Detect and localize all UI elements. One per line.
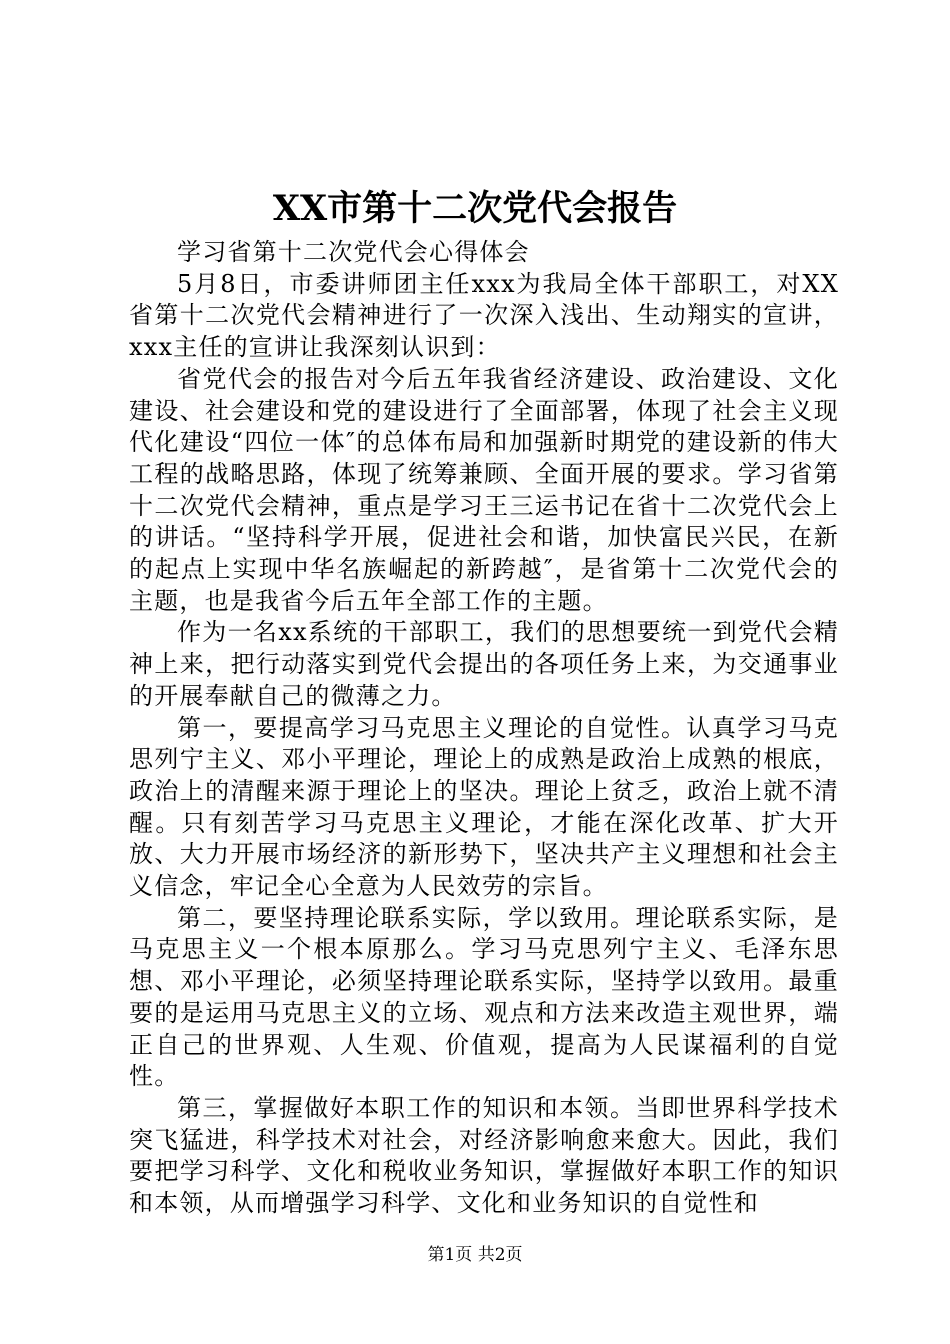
body-paragraph: 作为一名xx系统的干部职工，我们的思想要统一到党代会精神上来，把行动落实到党代会提出的各项任务上来，为交通事业的开展奉献自己的微薄之力。 bbox=[129, 618, 839, 710]
subtitle-paragraph: 学习省第十二次党代会心得体会 bbox=[177, 238, 530, 266]
body-paragraph: 第二，要坚持理论联系实际，学以致用。理论联系实际，是马克思主义一个根本原那么。学习马克思列宁主义、毛泽东思想、邓小平理论，必须坚持理论联系实际，坚持学以致用。最重要的是运用马克思主义的立场、观点和方法来改造主观世界，端正自己的世界观、人生观、价值观，提高为人民谋福利的自觉性。 bbox=[129, 903, 839, 1091]
body-paragraph: 第三，掌握做好本职工作的知识和本领。当即世界科学技术突飞猛进，科学技术对社会，对经济影响愈来愈大。因此，我们要把学习科学、文化和税收业务知识，掌握做好本职工作的知识和本领，从而增强学习科学、文化和业务知识的自觉性和 bbox=[129, 1093, 839, 1218]
body-paragraph: 省党代会的报告对今后五年我省经济建设、政治建设、文化建设、社会建设和党的建设进行了全面部署，体现了社会主义现代化建设“四位一体″的总体布局和加强新时期党的建设新的伟大工程的战略思路，体现了统筹兼顾、全面开展的要求。学习省第十二次党代会精神，重点是学习王三运书记在省十二次党代会上的讲话。“坚持科学开展，促进社会和谐，加快富民兴民，在新的起点上实现中华名族崛起的新跨越″，是省第十二次党代会的主题，也是我省今后五年全部工作的主题。 bbox=[129, 364, 839, 615]
page-footer: 第1页 共2页 bbox=[427, 1245, 523, 1265]
document-body bbox=[129, 237, 839, 1220]
document-title: XX市第十二次党代会报告 bbox=[272, 188, 678, 229]
body-paragraph: 第一，要提高学习马克思主义理论的自觉性。认真学习马克思列宁主义、邓小平理论，理论上的成熟是政治上成熟的根底，政治上的清醒来源于理论上的坚决。理论上贫乏，政治上就不清醒。只有刻苦学习马克思主义理论，才能在深化改革、扩大开放、大力开展市场经济的新形势下，坚决共产主义理想和社会主义信念，牢记全心全意为人民效劳的宗旨。 bbox=[129, 713, 839, 901]
body-paragraph: 5月8日，市委讲师团主任xxx为我局全体干部职工，对XX省第十二次党代会精神进行了一次深入浅出、生动翔实的宣讲，xxx主任的宣讲让我深刻认识到： bbox=[129, 269, 839, 362]
